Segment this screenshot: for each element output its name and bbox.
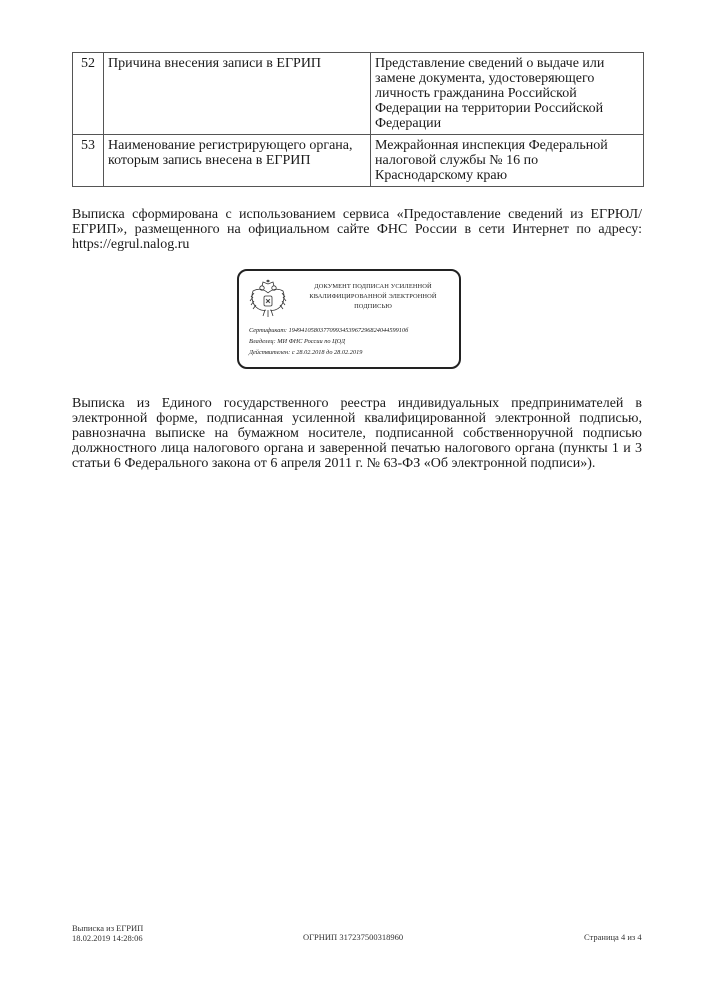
legal-note-paragraph: Выписка из Единого государственного реестра индивидуальных предпринимателей в электронной форме, подписанная усиленной квалифицированной электронной подписью, равнозначна выписке на бумажном носителе, подписанной собственноручной подписью должностного лица налогового органа и заверенной печатью налогового органа (пункты 1 и 3 статьи 6 Федерального закона от 6 апреля 2011 г. № 63-ФЗ «Об электронной подписи»). — [72, 396, 642, 471]
table-row — [73, 135, 644, 187]
footer-left — [72, 923, 143, 943]
double-headed-eagle-emblem-icon — [245, 279, 291, 323]
stamp-owner: Владелец: МИ ФНС России по ЦОД — [249, 338, 346, 345]
field-name: Причина внесения записи в ЕГРИП — [104, 53, 371, 135]
footer-doc-title: Выписка из ЕГРИП — [72, 923, 144, 933]
stamp-header: ДОКУМЕНТ ПОДПИСАН УСИЛЕННОЙ КВАЛИФИЦИРОВАННОЙ ЭЛЕКТРОННОЙ ПОДПИСЬЮ — [309, 283, 437, 310]
footer-page-number: Страница 4 из 4 — [584, 932, 642, 942]
stamp-certificate: Сертификат: 1949410580377099345396729682404459910б — [249, 327, 409, 334]
row-number: 53 — [73, 135, 104, 187]
field-name: Наименование регистрирующего органа, которым запись внесена в ЕГРИП — [104, 135, 371, 187]
stamp-validity: Действителен: с 28.02.2018 до 28.02.2019 — [249, 349, 363, 356]
field-value: Представление сведений о выдаче или замене документа, удостоверяющего личность гражданина Российской Федерации на территории Российской Федерации — [371, 53, 644, 135]
footer-datetime: 18.02.2019 14:28:06 — [72, 933, 143, 943]
registry-table — [72, 52, 644, 187]
row-number: 52 — [73, 53, 104, 135]
electronic-signature-stamp — [237, 269, 461, 369]
table-row — [73, 53, 644, 135]
service-note-paragraph: Выписка сформирована с использованием сервиса «Предоставление сведений из ЕГРЮЛ/ЕГРИП», размещенного на официальном сайте ФНС России в сети Интернет по адресу: https://egrul.nalog.ru — [72, 207, 642, 252]
footer-ogrnip: ОГРНИП 317237500318960 — [303, 932, 404, 942]
field-value: Межрайонная инспекция Федеральной налоговой службы № 16 по Краснодарскому краю — [371, 135, 644, 187]
